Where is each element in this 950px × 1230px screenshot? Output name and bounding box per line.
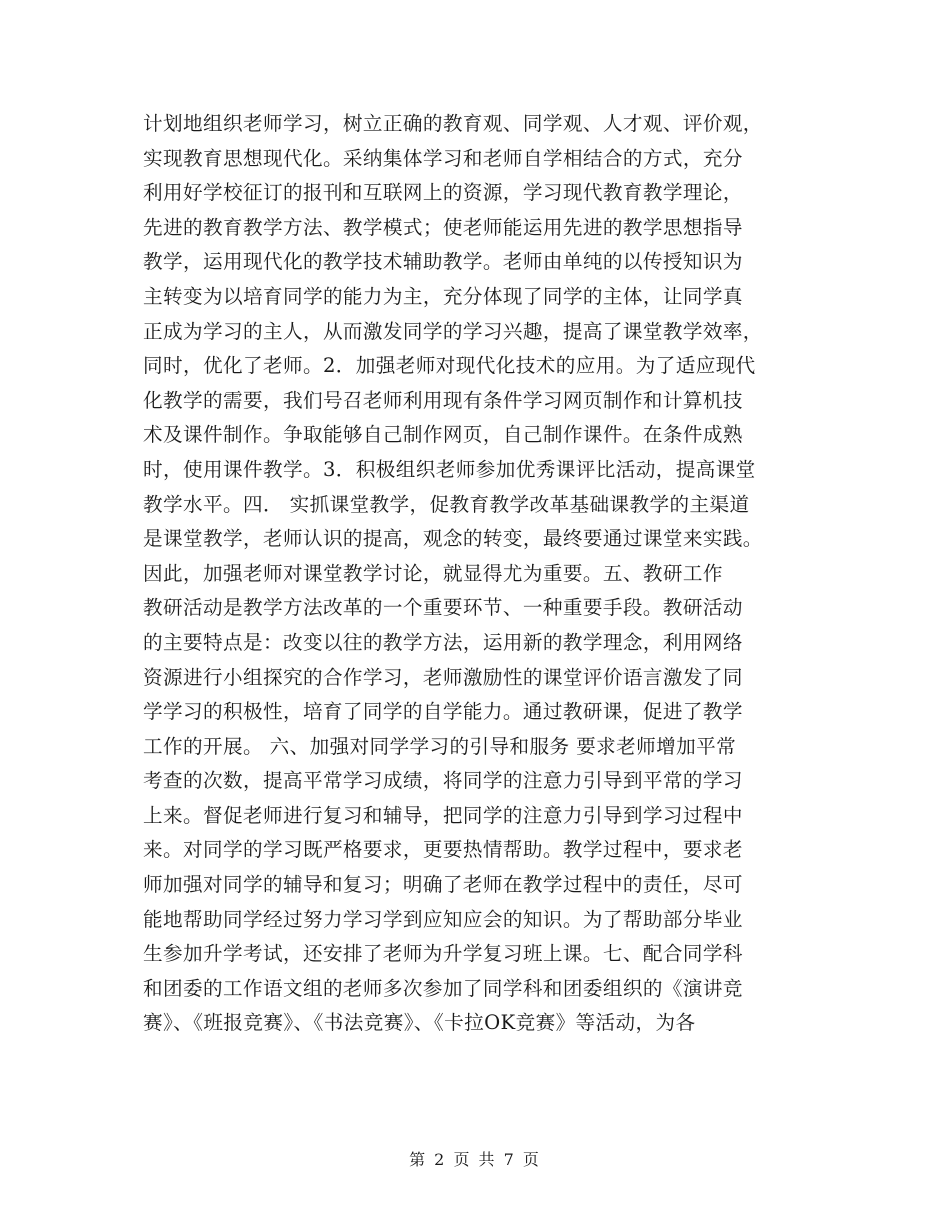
text-line: 资源进行小组探究的合作学习，老师激励性的课堂评价语言激发了同 [143, 665, 743, 689]
text-line: 赛》、《班报竞赛》、《书法竞赛》、《卡拉OK竞赛》等活动，为各 [143, 1011, 696, 1035]
text-line: 实现教育思想现代化。采纳集体学习和老师自学相结合的方式，充分 [143, 146, 743, 170]
text-line: 能地帮助同学经过努力学习学到应知应会的知识。为了帮助部分毕业 [143, 907, 743, 931]
text-line: 教学水平。四． 实抓课堂教学，促教育教学改革基础课教学的主渠道 [143, 492, 750, 516]
text-line: 化教学的需要，我们号召老师利用现有条件学习网页制作和计算机技 [143, 388, 743, 412]
page-footer: 第 2 页 共 7 页 [409, 1150, 541, 1169]
text-line: 和团委的工作语文组的老师多次参加了同学科和团委组织的《演讲竞 [143, 976, 743, 1000]
text-line: 主转变为以培育同学的能力为主，充分体现了同学的主体，让同学真 [143, 284, 743, 308]
text-line: 同时，优化了老师。2．加强老师对现代化技术的应用。为了适应现代 [143, 354, 756, 378]
text-line: 的主要特点是：改变以往的教学方法，运用新的教学理念，利用网络 [143, 630, 743, 654]
text-line: 利用好学校征订的报刊和互联网上的资源，学习现代教育教学理论， [143, 181, 743, 205]
text-line: 来。对同学的学习既严格要求，更要热情帮助。教学过程中，要求老 [143, 838, 743, 862]
text-line: 生参加升学考试，还安排了老师为升学复习班上课。七、配合同学科 [143, 942, 743, 966]
text-line: 学学习的积极性，培育了同学的自学能力。通过教研课，促进了教学 [143, 700, 743, 724]
text-line: 时，使用课件教学。3．积极组织老师参加优秀课评比活动，提高课堂 [143, 457, 756, 481]
text-line: 教学，运用现代化的教学技术辅助教学。老师由单纯的以传授知识为 [143, 250, 743, 274]
text-line: 先进的教育教学方法、教学模式；使老师能运用先进的教学思想指导 [143, 215, 743, 239]
text-line: 上来。督促老师进行复习和辅导，把同学的注意力引导到学习过程中 [143, 803, 743, 827]
text-line: 师加强对同学的辅导和复习；明确了老师在教学过程中的责任，尽可 [143, 873, 743, 897]
text-line: 因此，加强老师对课堂教学讨论，就显得尤为重要。五、教研工作 [143, 561, 723, 585]
text-line: 是课堂教学，老师认识的提高，观念的转变，最终要通过课堂来实践。 [143, 527, 763, 551]
text-line: 考查的次数，提高平常学习成绩，将同学的注意力引导到平常的学习 [143, 769, 743, 793]
text-line: 正成为学习的主人，从而激发同学的学习兴趣，提高了课堂教学效率， [143, 319, 763, 343]
body-text [143, 107, 813, 1041]
text-line: 教研活动是教学方法改革的一个重要环节、一种重要手段。教研活动 [143, 596, 743, 620]
text-line: 术及课件制作。争取能够自己制作网页，自己制作课件。在条件成熟 [143, 423, 743, 447]
text-line: 工作的开展。 六、加强对同学学习的引导和服务 要求老师增加平常 [143, 734, 737, 758]
text-line: 计划地组织老师学习，树立正确的教育观、同学观、人才观、评价观， [143, 112, 763, 135]
